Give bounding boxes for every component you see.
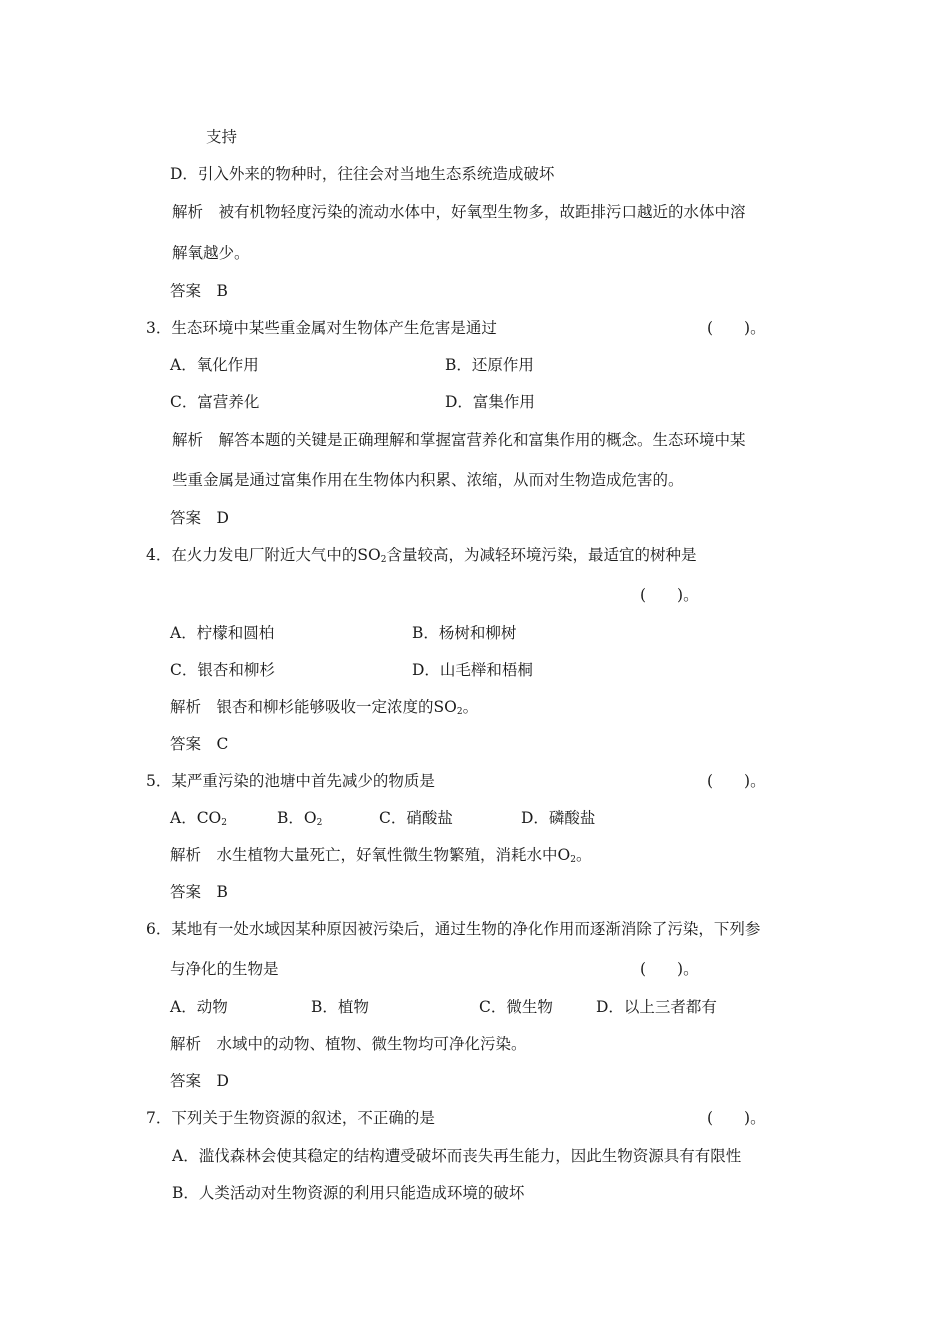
answer-line: 答案 D	[170, 509, 229, 527]
option-d: D．磷酸盐	[521, 809, 596, 827]
analysis-line: 解析 被有机物轻度污染的流动水体中，好氧型生物多，故距排污口越近的水体中溶	[172, 203, 746, 221]
analysis-line: 解析 解答本题的关键是正确理解和掌握富营养化和富集作用的概念。生态环境中某	[172, 431, 746, 449]
question-5: 5．某严重污染的池塘中首先减少的物质是	[146, 772, 435, 790]
text-line: 支持	[206, 128, 238, 146]
answer-line: 答案 D	[170, 1072, 229, 1090]
option-a: A．滥伐森林会使其稳定的结构遭受破坏而丧失再生能力，因此生物资源具有有限性	[172, 1147, 742, 1165]
answer-blank: ( )。	[707, 319, 766, 337]
option-d: D．富集作用	[445, 393, 535, 411]
option-a: A．柠檬和圆柏	[170, 624, 275, 642]
option-d: D．山毛榉和梧桐	[412, 661, 533, 679]
option-b: B．植物	[311, 998, 369, 1016]
option-b: B．杨树和柳树	[412, 624, 517, 642]
analysis-line: 解析 水生植物大量死亡，好氧性微生物繁殖，消耗水中$O_2$。	[170, 846, 592, 865]
option-a: A．$CO_2$	[170, 809, 227, 828]
option-b: B．还原作用	[445, 356, 534, 374]
answer-line: 答案 C	[170, 735, 229, 753]
option-b: B．人类活动对生物资源的利用只能造成环境的破坏	[172, 1184, 525, 1202]
option-a: A．动物	[170, 998, 228, 1016]
option-c: C．硝酸盐	[379, 809, 453, 827]
answer-blank: ( )。	[640, 960, 699, 978]
analysis-line: 些重金属是通过富集作用在生物体内积累、浓缩，从而对生物造成危害的。	[172, 471, 684, 489]
question-3: 3．生态环境中某些重金属对生物体产生危害是通过	[146, 319, 497, 337]
answer-line: 答案 B	[170, 282, 228, 300]
option-d: D．以上三者都有	[596, 998, 717, 1016]
analysis-line: 解析 水域中的动物、植物、微生物均可净化污染。	[170, 1035, 527, 1053]
text-line: D．引入外来的物种时，往往会对当地生态系统造成破坏	[170, 165, 555, 183]
option-c: C．微生物	[479, 998, 553, 1016]
option-c: C．富营养化	[170, 393, 260, 411]
answer-blank: ( )。	[707, 1109, 766, 1127]
option-c: C．银杏和柳杉	[170, 661, 275, 679]
answer-blank: ( )。	[707, 772, 766, 790]
option-b: B．$O_2$	[277, 809, 323, 828]
analysis-line: 解析 银杏和柳杉能够吸收一定浓度的$SO_2$。	[170, 698, 479, 717]
question-7: 7．下列关于生物资源的叙述，不正确的是	[146, 1109, 435, 1127]
question-6-cont: 与净化的生物是	[170, 960, 279, 978]
question-6: 6．某地有一处水域因某种原因被污染后，通过生物的净化作用而逐渐消除了污染，下列参	[146, 920, 761, 938]
analysis-line: 解氧越少。	[172, 244, 250, 262]
answer-blank: ( )。	[640, 586, 699, 604]
question-4: 4．在火力发电厂附近大气中的$SO_2$含量较高，为减轻环境污染，最适宜的树种是	[146, 546, 697, 565]
answer-line: 答案 B	[170, 883, 228, 901]
option-a: A．氧化作用	[170, 356, 259, 374]
